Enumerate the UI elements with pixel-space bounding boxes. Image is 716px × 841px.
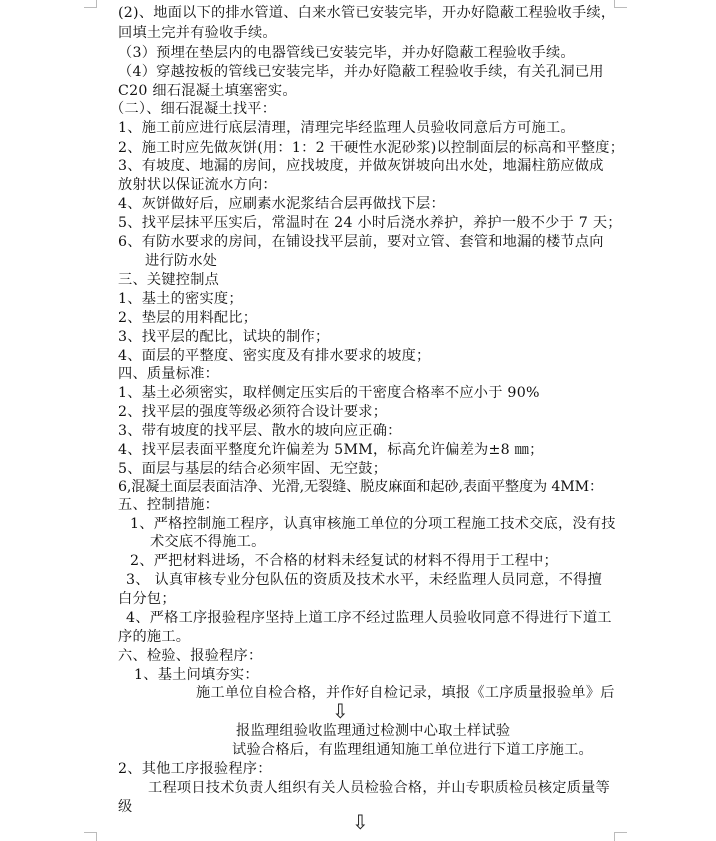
text-line: 施工单位自检合格，并作好自检记录，填报《工序质量报验单》后 — [196, 685, 615, 701]
text-line: 术交底不得施工。 — [150, 534, 266, 550]
text-line: 6、有防水要求的房间，在铺设找平层前，要对立管、套管和地漏的楼节点向 — [118, 234, 604, 250]
text-line: 报监理组验收监理通过检测中心取土样试验 — [236, 723, 511, 739]
section-heading: （二）、细石混凝土找平： — [110, 101, 277, 117]
down-arrow-icon: ⇩ — [332, 699, 349, 723]
text-line: 5、找平层抹平压实后，常温时在 24 小时后浇水养护，养护一般不少于 7 天； — [118, 215, 622, 231]
text-line: 2、垫层的用料配比； — [118, 310, 258, 326]
text-line: （3）预埋在垫层内的电器管线已安装完毕，并办好隐蔽工程验收手续。 — [118, 45, 575, 61]
text-line: 1、严格控制施工程序，认真审核施工单位的分项工程施工技术交底，没有技 — [130, 516, 616, 532]
text-line: (2)、地面以下的排水管道、白来水管已安装完毕，开办好隐蔽工程验收手续， — [118, 5, 616, 21]
text-line: 2、找平层的强度等级必须符合设计要求； — [118, 404, 388, 420]
text-line: 放射状以保证流水方向： — [118, 177, 277, 193]
section-heading: 四、质量标准： — [118, 366, 220, 382]
text-line: 4、面层的平整度、密实度及有排水要求的坡度； — [118, 348, 431, 364]
text-line: （4）穿越按板的管线已安装完毕，并办好隐蔽工程验收手续，有关孔洞已用 — [118, 64, 604, 80]
crop-mark-top-left — [84, 0, 97, 8]
text-line: 序的施工。 — [118, 629, 191, 645]
text-line: 1、基土的密实度； — [118, 291, 243, 307]
text-line: 6,混凝土面层表面洁净、光滑,无裂缝、脱皮麻面和起砂,表面平整度为 4MM： — [118, 479, 604, 495]
text-line: 1、基土必须密实，取样侧定压实后的干密度合格率不应小于 90% — [118, 385, 540, 401]
text-line: 4、严格工序报验程序坚持上道工序不经过监理人员验收同意不得进行下道工 — [126, 610, 612, 626]
crop-mark-top-right — [614, 0, 627, 8]
text-line: 4、找平层表面平整度允许偏差为 5MM，标高允许偏差为±8 ㎜； — [118, 442, 544, 458]
text-line: 1、基土问填夯实： — [134, 667, 259, 683]
text-line: 2、严把材料进场，不合格的材料未经复试的材料不得用于工程中； — [130, 553, 558, 569]
text-line: 2、其他工序报验程序： — [118, 761, 272, 777]
text-line: 白分包； — [118, 591, 176, 607]
section-heading: 三、关键控制点 — [118, 272, 220, 288]
text-line: 试验合格后，有监理组通知施工单位进行下道工序施工。 — [232, 742, 593, 758]
text-line: 5、面层与基层的结合必须牢固、无空鼓； — [118, 461, 388, 477]
text-line: 3、有坡度、地漏的房间，应找坡度，并做灰饼坡向出水处，地漏柱筋应做成 — [118, 158, 604, 174]
text-line: 级 — [118, 799, 133, 815]
text-line: 3、找平层的配比，试块的制作； — [118, 329, 330, 345]
section-heading: 五、控制措施： — [118, 497, 220, 513]
text-line: 4、灰饼做好后，应刷素水泥浆结合层再做找下层： — [118, 196, 445, 212]
text-line: 工程项日技术负责人组织有关人员检验合格，并山专职质检员核定质量等 — [148, 780, 611, 796]
text-line: 3、 认真审核专业分包队伍的资质及技术水平，未经监理人员同意，不得擅 — [126, 572, 603, 588]
text-line: 进行防水处 — [145, 253, 218, 269]
text-line: 回填土完并有验收手续。 — [118, 25, 277, 41]
down-arrow-icon: ⇩ — [352, 810, 369, 834]
section-heading: 六、检验、报验程序： — [118, 648, 263, 664]
text-line: 3、带有坡度的找平层、散水的坡向应正确： — [118, 423, 402, 439]
text-line: 2、施工时应先做灰饼(用：1：2 干硬性水泥砂浆)以控制面层的标高和平整度； — [118, 140, 625, 156]
text-line: 1、施工前应进行底层清理，清理完毕经监理人员验收同意后方可施工。 — [118, 120, 575, 136]
text-line: C20 细石混凝土填塞密实。 — [118, 83, 297, 99]
